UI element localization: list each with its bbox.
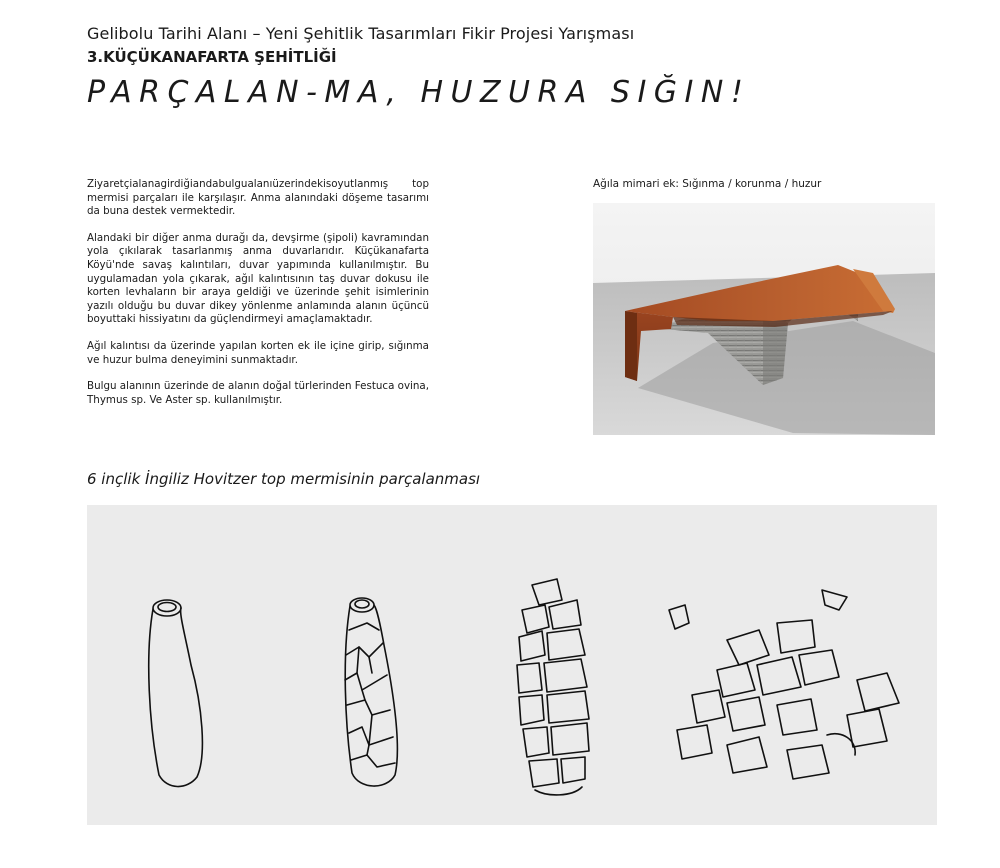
competition-title: Gelibolu Tarihi Alanı – Yeni Şehitlik Tasarımları Fikir Projesi Yarışması	[87, 24, 635, 43]
shell-fragmentation-sketches	[87, 505, 937, 825]
cracked-shell-sketch	[345, 598, 397, 786]
site-title: 3.KÜÇÜKANAFARTA ŞEHİTLİĞİ	[87, 48, 337, 66]
description-text	[87, 178, 429, 420]
architecture-render	[593, 203, 935, 435]
scattered-fragments-sketch	[669, 590, 899, 779]
paragraph-1: Ziyaretçialanagirdiğiandabulgualanıüzerindekisoyutlanmış top mermisi parçaları ile karşılaşır. Anma alanındaki döşeme tasarımı da buna destek vermektedir.	[87, 178, 429, 218]
fragmenting-shell-sketch	[517, 579, 589, 795]
sketch-section-title: 6 inçlik İngiliz Hovitzer top mermisinin parçalanması	[87, 470, 481, 488]
paragraph-4: Bulgu alanının üzerinde de alanın doğal türlerinden Festuca ovina, Thymus sp. Ve Aster sp. kullanılmıştır.	[87, 380, 430, 406]
render-caption: Ağıla mimari ek: Sığınma / korunma / huzur	[593, 178, 822, 190]
motto-heading: PARÇALAN-MA, HUZURA SIĞIN!	[87, 75, 751, 110]
paragraph-2: Alandaki bir diğer anma durağı da, devşirme (şipoli) kavramından yola çıkılarak tasarlanmış anma duvarlarıdır. Küçükanafarta Köyü'nde savaş kalıntıları, duvar yapımında kullanılmıştır. Bu uygulamadan yola çıkarak, ağıl kalıntısının taş duvar dokusu ile korten levhaların bir araya geldiği ve üzerinde şehit isimlerinin yazılı olduğu bu duvar dikey yönlenme anlamında alanın üçüncü boyuttaki hissiyatını da güçlendirmeyi amaçlamaktadır.	[87, 231, 429, 326]
paragraph-3: Ağıl kalıntısı da üzerinde yapılan korten ek ile içine girip, sığınma ve huzur bulma deneyimini sunmaktadır.	[87, 339, 429, 366]
intact-shell-sketch	[149, 600, 203, 787]
